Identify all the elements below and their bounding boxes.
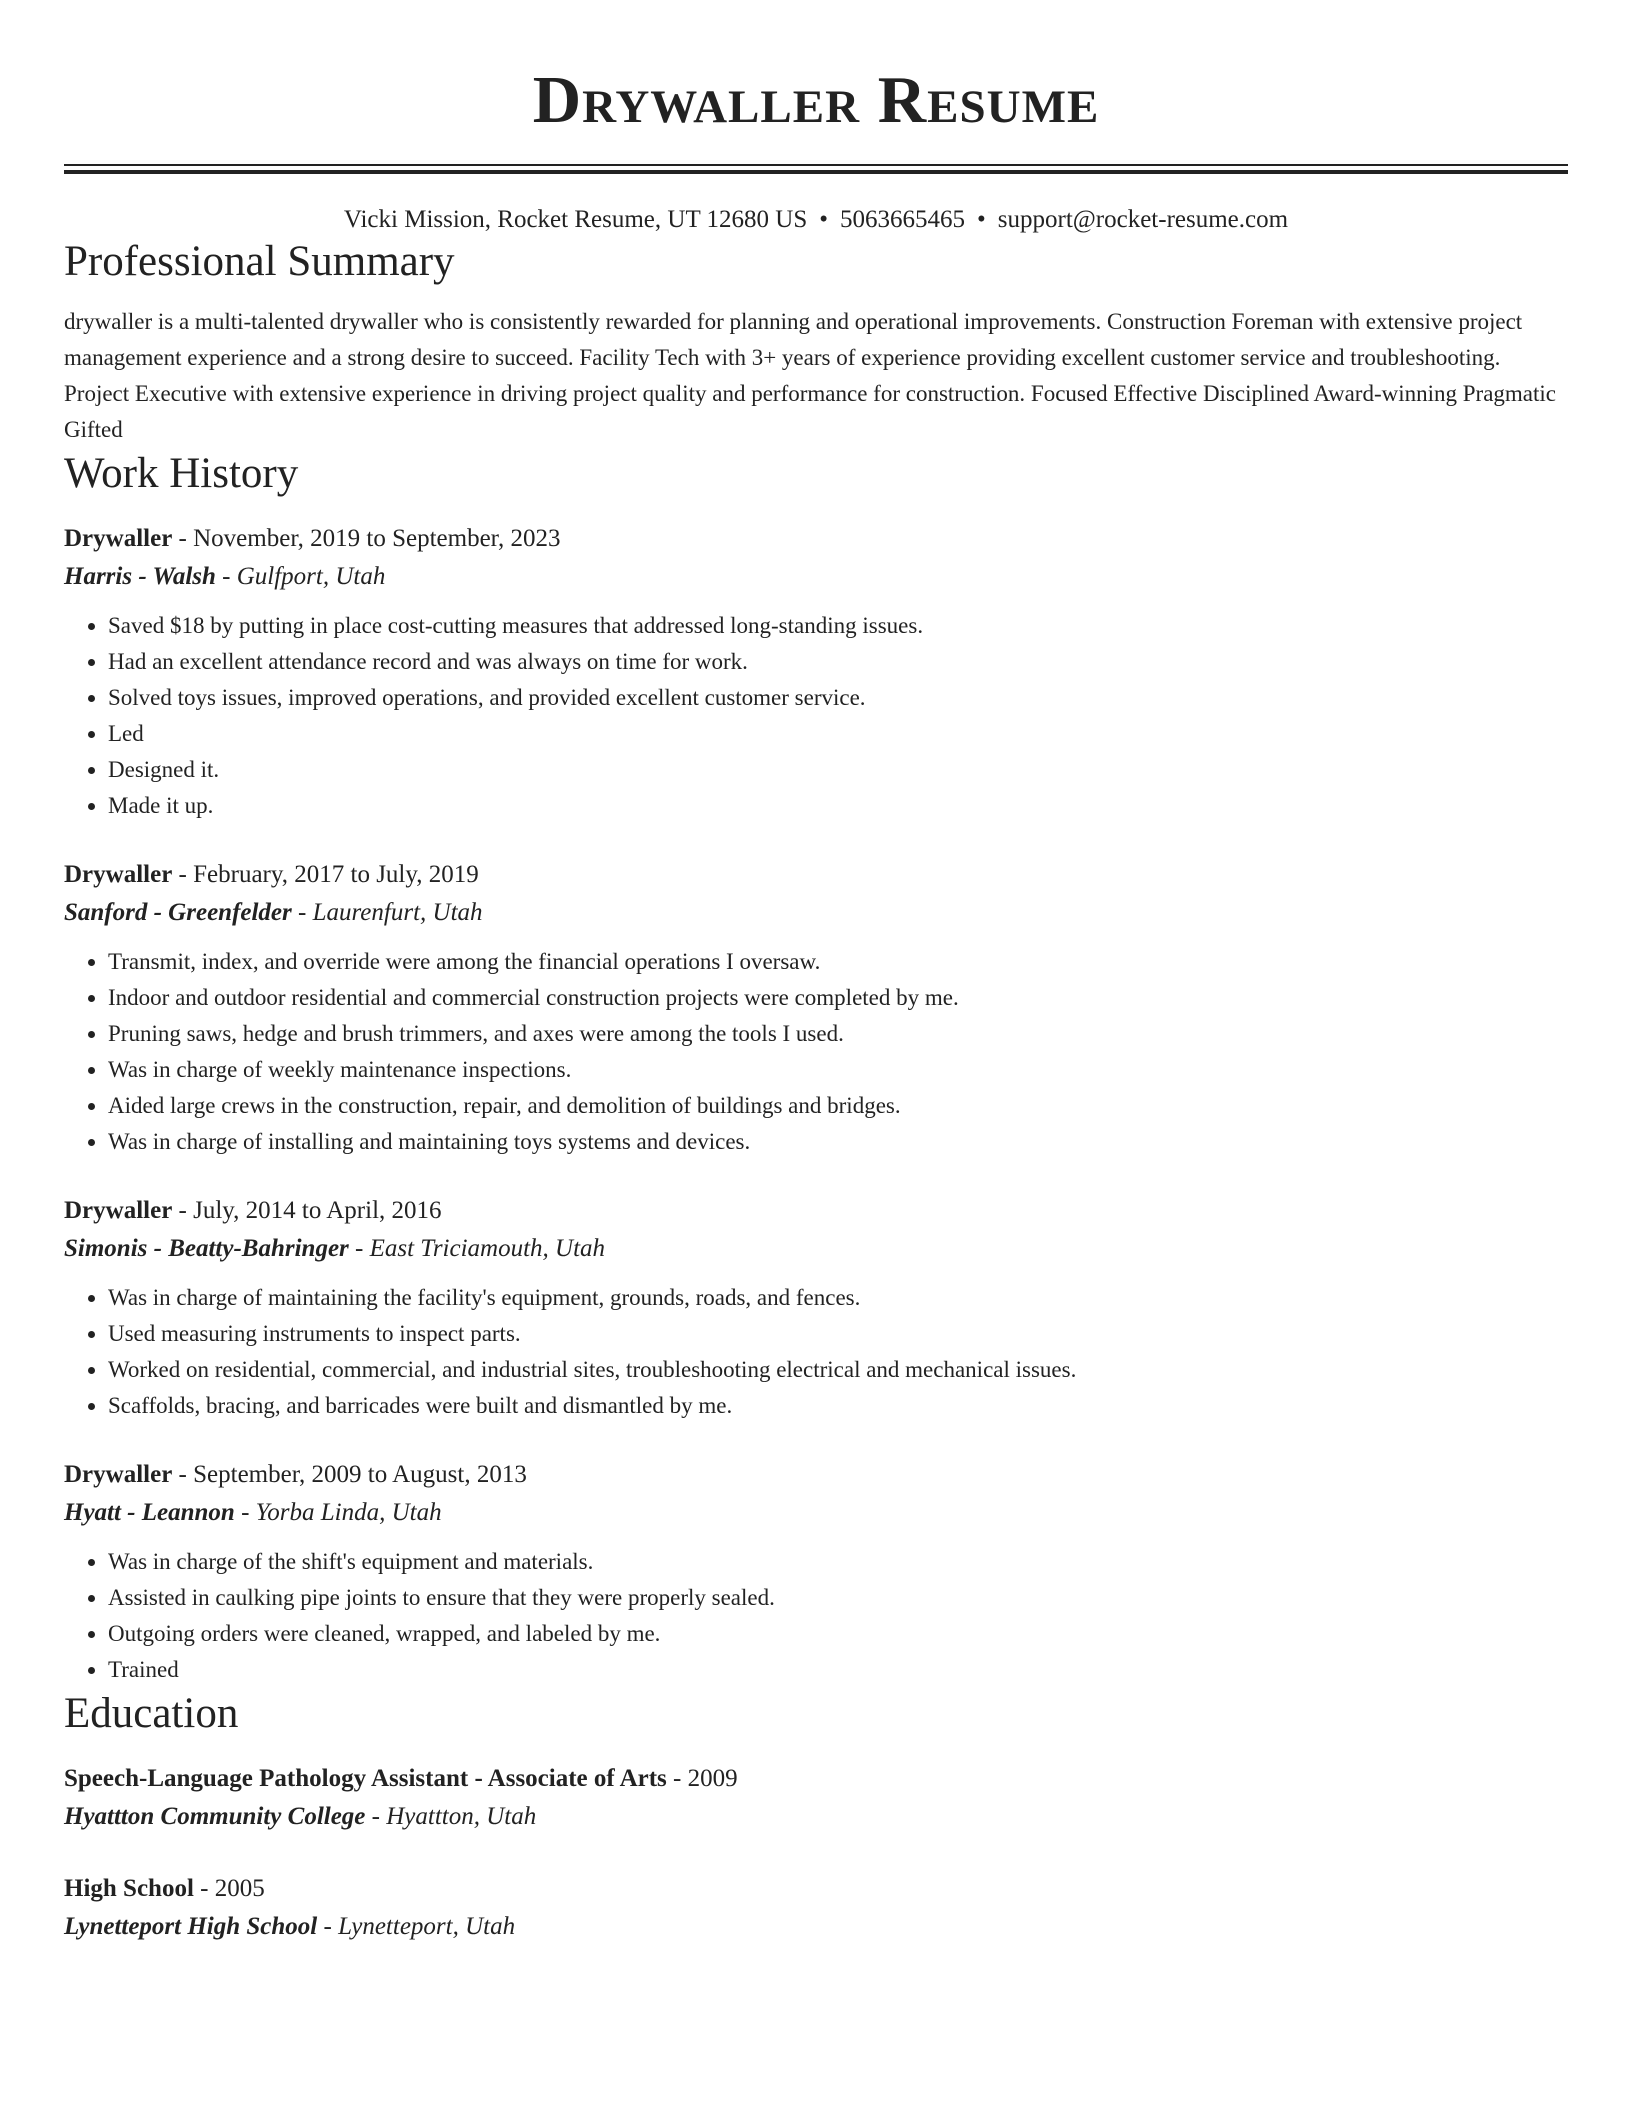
job-bullet: • Was in charge of installing and maintaining toys systems and devices. <box>108 1124 1568 1160</box>
job-title: Drywaller <box>64 525 173 552</box>
job-bullet: • Aided large crews in the construction, repair, and demolition of buildings and bridges. <box>108 1088 1568 1124</box>
job-title: Drywaller <box>64 1197 173 1224</box>
education-section <box>64 1688 1568 1946</box>
job-bullet: • Transmit, index, and override were among the financial operations I oversaw. <box>108 944 1568 980</box>
job-bullet: • Indoor and outdoor residential and commercial construction projects were completed by me. <box>108 980 1568 1016</box>
job-title-line: Drywaller - February, 2017 to July, 2019 <box>64 861 479 888</box>
job-company-line: Harris - Walsh - Gulfport, Utah <box>64 563 386 590</box>
contact-separator: • <box>819 206 828 233</box>
job-bullet: • Was in charge of maintaining the facility's equipment, grounds, roads, and fences. <box>108 1280 1568 1316</box>
education-school: Lynetteport High School <box>64 1913 318 1940</box>
work-history-section <box>64 448 1568 1688</box>
job-location: Laurenfurt, Utah <box>312 899 483 926</box>
education-year: 2009 <box>687 1765 738 1792</box>
job-bullet: • Pruning saws, hedge and brush trimmers, and axes were among the tools I used. <box>108 1016 1568 1052</box>
job-company-line: Sanford - Greenfelder - Laurenfurt, Utah <box>64 899 483 926</box>
title-double-rule <box>64 164 1568 174</box>
education-location: Lynetteport, Utah <box>338 1913 516 1940</box>
job-dates: July, 2014 to April, 2016 <box>193 1197 442 1224</box>
job-title: Drywaller <box>64 1461 173 1488</box>
job-company-line: Simonis - Beatty-Bahringer - East Triciamouth, Utah <box>64 1235 606 1262</box>
job-entry <box>64 1456 1568 1688</box>
job-bullet: • Outgoing orders were cleaned, wrapped, and labeled by me. <box>108 1616 1568 1652</box>
education-year: 2005 <box>214 1875 265 1902</box>
work-history-heading: Work History <box>64 450 299 497</box>
contact-email: support@rocket-resume.com <box>997 206 1289 233</box>
contact-separator: • <box>977 206 986 233</box>
education-heading: Education <box>64 1690 239 1737</box>
education-school-line: Hyattton Community College - Hyattton, Utah <box>64 1803 537 1830</box>
contact-phone: 5063665465 <box>840 206 965 233</box>
job-title-line: Drywaller - July, 2014 to April, 2016 <box>64 1197 442 1224</box>
education-location: Hyattton, Utah <box>386 1803 537 1830</box>
job-entry <box>64 1192 1568 1424</box>
education-school-line: Lynetteport High School - Lynetteport, Utah <box>64 1913 516 1940</box>
job-bullet: • Designed it. <box>108 752 1568 788</box>
job-dates: September, 2009 to August, 2013 <box>193 1461 527 1488</box>
job-company-line: Hyatt - Leannon - Yorba Linda, Utah <box>64 1499 442 1526</box>
resume-title: Drywaller Resume <box>532 63 1100 137</box>
job-company: Harris - Walsh <box>64 563 216 590</box>
job-bullet: • Trained <box>108 1652 1568 1688</box>
job-bullet: • Assisted in caulking pipe joints to ensure that they were properly sealed. <box>108 1580 1568 1616</box>
job-location: Gulfport, Utah <box>236 563 386 590</box>
job-bullet: • Made it up. <box>108 788 1568 824</box>
job-title: Drywaller <box>64 861 173 888</box>
job-bullet-list <box>64 1280 1568 1424</box>
education-degree: Speech-Language Pathology Assistant - Associate of Arts <box>64 1765 667 1792</box>
job-entry <box>64 520 1568 824</box>
summary-heading: Professional Summary <box>64 238 455 285</box>
education-degree-line: High School - 2005 <box>64 1875 265 1902</box>
contact-address: Vicki Mission, Rocket Resume, UT 12680 US <box>343 206 808 233</box>
summary-text: drywaller is a multi-talented drywaller who is consistently rewarded for planning and operational improvements. Construction Foreman with extensive project management experience and a strong desire to succeed. Facility Tech with 3+ years of experience providing excellent customer service and troubleshooting. Project Executive with extensive experience in driving project quality and performance for construction. Focused Effective Disciplined Award-winning Pragmatic Gifted <box>64 309 1556 442</box>
job-bullet: • Led <box>108 716 1568 752</box>
job-bullet: • Had an excellent attendance record and was always on time for work. <box>108 644 1568 680</box>
contact-line <box>64 204 1568 236</box>
job-title-line: Drywaller - September, 2009 to August, 2013 <box>64 1461 527 1488</box>
job-bullet: • Solved toys issues, improved operations, and provided excellent customer service. <box>108 680 1568 716</box>
job-bullet-list <box>64 944 1568 1160</box>
job-dates: November, 2019 to September, 2023 <box>193 525 561 552</box>
job-company: Simonis - Beatty-Bahringer <box>64 1235 349 1262</box>
education-entry <box>64 1870 1568 1946</box>
job-bullet: • Saved $18 by putting in place cost-cutting measures that addressed long-standing issues. <box>108 608 1568 644</box>
job-location: East Triciamouth, Utah <box>369 1235 606 1262</box>
job-bullet: • Was in charge of the shift's equipment and materials. <box>108 1544 1568 1580</box>
job-title-line: Drywaller - November, 2019 to September, 2023 <box>64 525 561 552</box>
job-dates: February, 2017 to July, 2019 <box>193 861 479 888</box>
job-company: Sanford - Greenfelder <box>64 899 292 926</box>
job-bullet-list <box>64 1544 1568 1688</box>
job-bullet: • Used measuring instruments to inspect parts. <box>108 1316 1568 1352</box>
summary-section <box>64 236 1568 448</box>
job-entry <box>64 856 1568 1160</box>
education-school: Hyattton Community College <box>64 1803 366 1830</box>
job-bullet: • Was in charge of weekly maintenance inspections. <box>108 1052 1568 1088</box>
education-degree: High School <box>64 1875 194 1902</box>
education-degree-line: Speech-Language Pathology Assistant - Associate of Arts - 2009 <box>64 1765 738 1792</box>
job-company: Hyatt - Leannon <box>64 1499 235 1526</box>
job-bullet-list <box>64 608 1568 824</box>
education-entry <box>64 1760 1568 1836</box>
job-location: Yorba Linda, Utah <box>255 1499 442 1526</box>
job-bullet: • Scaffolds, bracing, and barricades were built and dismantled by me. <box>108 1388 1568 1424</box>
job-bullet: • Worked on residential, commercial, and industrial sites, troubleshooting electrical and mechanical issues. <box>108 1352 1568 1388</box>
